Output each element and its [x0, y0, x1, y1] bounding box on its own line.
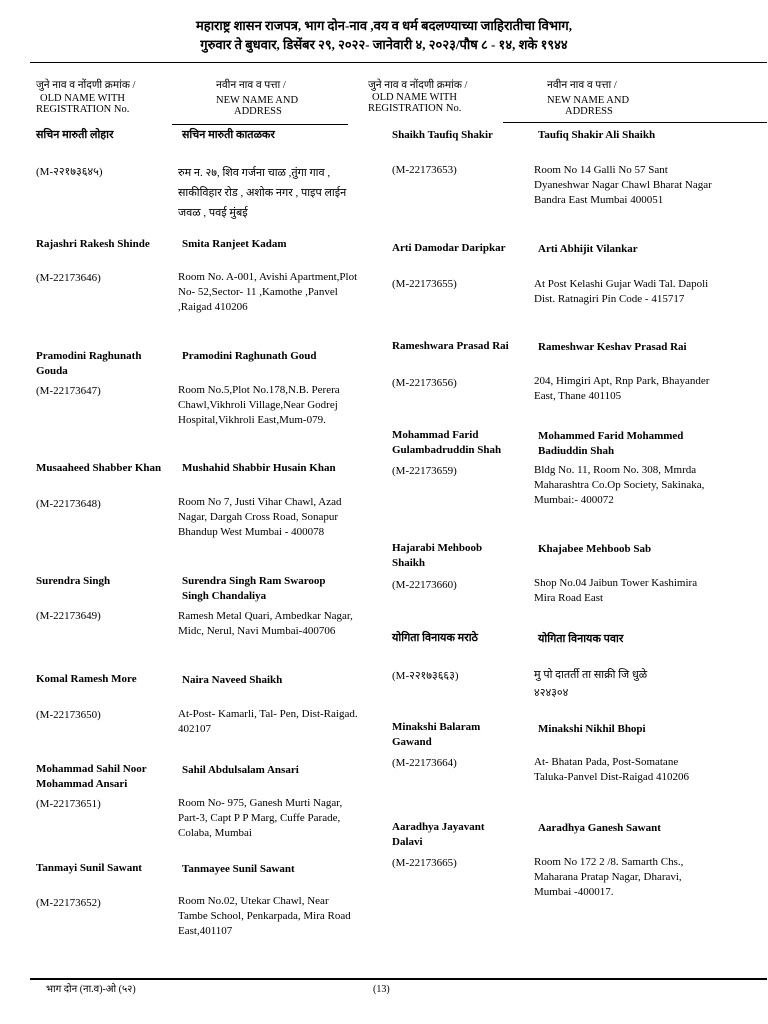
registration-number: (M-22173650) [36, 709, 101, 721]
registration-number: (M-22173647) [36, 385, 101, 397]
old-name: Mohammad Farid Gulambadruddin Shah [392, 429, 502, 456]
new-name: Arti Abhijit Vilankar [538, 243, 638, 255]
registration-number: (M-22173665) [392, 857, 457, 869]
new-name: Sahil Abdulsalam Ansari [182, 764, 299, 776]
registration-number: (M-22173660) [392, 579, 457, 591]
new-name: योगिता विनायक पवार [538, 633, 624, 645]
new-name: Rameshwar Keshav Prasad Rai [538, 341, 687, 353]
footer-rule [30, 978, 767, 980]
registration-number: (M-२२१७३६४५) [36, 166, 103, 178]
page-number: (13) [373, 984, 390, 995]
left-new-header-en2: ADDRESS [234, 106, 282, 117]
right-old-header-mr: जुने नाव व नोंदणी क्रमांक / [368, 80, 468, 91]
right-new-header-mr: नवीन नाव व पत्ता / [547, 80, 617, 91]
new-name: Khajabee Mehboob Sab [538, 543, 652, 555]
left-old-header-mr: जुने नाव व नोंदणी क्रमांक / [36, 80, 136, 91]
new-address: At Post Kelashi Gujar Wadi Tal. Dapoli Dist. Ratnagiri Pin Code - 415717 [534, 278, 709, 305]
old-name: योगिता विनायक मराठे [392, 632, 478, 644]
registration-number: (M-22173656) [392, 377, 457, 389]
new-name: Mohammed Farid Mohammed Badiuddin Shah [538, 430, 684, 457]
new-name: Tanmayee Sunil Sawant [182, 863, 295, 875]
left-new-header-en1: NEW NAME AND [216, 95, 299, 106]
footer-section-label: भाग दोन (ना.व)-ओ (५२) [46, 984, 136, 995]
new-name: Smita Ranjeet Kadam [182, 238, 287, 250]
new-address: Room No 14 Galli No 57 Sant Dyaneshwar Nagar Chawl Bharat Nagar Bandra East Mumbai 400051 [534, 164, 712, 206]
old-name: Mohammad Sahil Noor Mohammad Ansari [36, 763, 147, 790]
old-name: Minakshi Balaram Gawand [392, 721, 481, 748]
registration-number: (M-२२१७३६६३) [392, 670, 459, 682]
old-name: Aaradhya Jayavant Dalavi [392, 821, 485, 848]
new-address: Room No 172 2 /8. Samarth Chs., Maharana Pratap Nagar, Dharavi, Mumbai -400017. [534, 856, 684, 898]
old-name: Surendra Singh [36, 575, 111, 587]
new-address: मु पो दातर्ती ता साक्री जि धुळे ४२४३०४ [534, 669, 648, 699]
new-address: 204, Himgiri Apt, Rnp Park, Bhayander East, Thane 401105 [534, 375, 710, 402]
registration-number: (M-22173652) [36, 897, 101, 909]
old-name: Hajarabi Mehboob Shaikh [392, 542, 483, 569]
registration-number: (M-22173651) [36, 798, 101, 810]
right-old-header-en2: REGISTRATION No. [368, 103, 462, 114]
left-old-header-en2: REGISTRATION No. [36, 104, 130, 115]
new-name: Naira Naveed Shaikh [182, 674, 283, 686]
old-name: Shaikh Taufiq Shakir [392, 129, 493, 141]
new-address: At- Bhatan Pada, Post-Somatane Taluka-Panvel Dist-Raigad 410206 [534, 756, 690, 783]
right-new-header-en1: NEW NAME AND [547, 95, 630, 106]
new-address: Bldg No. 11, Room No. 308, Mmrda Maharashtra Co.Op Society, Sakinaka, Mumbai:- 400072 [534, 464, 705, 506]
registration-number: (M-22173655) [392, 278, 457, 290]
new-address: At-Post- Kamarli, Tal- Pen, Dist-Raigad. 402107 [178, 708, 358, 735]
left-old-header-en1: OLD NAME WITH [40, 93, 125, 104]
registration-number: (M-22173659) [392, 465, 457, 477]
new-address: Room No.5,Plot No.178,N.B. Perera Chawl,Vikhroli Village,Near Godrej Hospital,Vikhroli East,Mum-079. [178, 384, 340, 426]
old-name: Tanmayi Sunil Sawant [36, 862, 142, 874]
registration-number: (M-22173653) [392, 164, 457, 176]
new-name: सचिन मारुती कातळकर [182, 129, 275, 141]
new-address: Room No- 975, Ganesh Murti Nagar, Part-3, Capt P P Marg, Cuffe Parade, Colaba, Mumbai [178, 797, 343, 839]
right-header-rule [503, 122, 767, 123]
header-rule [30, 62, 767, 63]
gazette-title-line1: महाराष्ट्र शासन राजपत्र, भाग दोन-नाव ,वय व धर्म बदलण्याच्या जाहिरातीचा विभाग, [196, 18, 572, 33]
new-address: Ramesh Metal Quari, Ambedkar Nagar, Midc, Nerul, Navi Mumbai-400706 [178, 610, 353, 637]
new-address: Room No. A-001, Avishi Apartment,Plot No- 52,Sector- 11 ,Kamothe ,Panvel ,Raigad 410206 [178, 271, 358, 313]
old-name: Arti Damodar Daripkar [392, 242, 506, 254]
old-name: Komal Ramesh More [36, 673, 137, 685]
new-name: Pramodini Raghunath Goud [182, 350, 317, 362]
old-name: सचिन मारुती लोहार [36, 129, 114, 141]
new-address: Room No.02, Utekar Chawl, Near Tambe School, Penkarpada, Mira Road East,401107 [178, 895, 351, 937]
new-name: Surendra Singh Ram Swaroop Singh Chandaliya [182, 575, 326, 602]
registration-number: (M-22173646) [36, 272, 101, 284]
new-address: Shop No.04 Jaibun Tower Kashimira Mira Road East [534, 577, 698, 604]
left-new-header-mr: नवीन नाव व पत्ता / [216, 80, 286, 91]
new-address: रुम न. २७, शिव गर्जना चाळ ,तुंगा गाव , साकीविहार रोड , अशोक नगर , पाइप लाईन जवळ , पवई मुंबई [178, 167, 347, 219]
old-name: Rameshwara Prasad Rai [392, 340, 509, 352]
registration-number: (M-22173648) [36, 498, 101, 510]
old-name: Pramodini Raghunath Gouda [36, 350, 142, 377]
registration-number: (M-22173649) [36, 610, 101, 622]
gazette-title-line2: गुरुवार ते बुधवार, डिसेंबर २९, २०२२- जानेवारी ४, २०२३/पौष ८ - १४, शके १९४४ [200, 37, 568, 52]
new-name: Mushahid Shabbir Husain Khan [182, 462, 336, 474]
right-new-header-en2: ADDRESS [565, 106, 613, 117]
left-header-rule [172, 124, 348, 125]
new-name: Taufiq Shakir Ali Shaikh [538, 129, 656, 141]
new-name: Minakshi Nikhil Bhopi [538, 723, 646, 735]
right-old-header-en1: OLD NAME WITH [372, 92, 457, 103]
old-name: Rajashri Rakesh Shinde [36, 238, 150, 250]
registration-number: (M-22173664) [392, 757, 457, 769]
old-name: Musaaheed Shabber Khan [36, 462, 162, 474]
new-name: Aaradhya Ganesh Sawant [538, 822, 661, 834]
new-address: Room No 7, Justi Vihar Chawl, Azad Nagar, Dargah Cross Road, Sonapur Bhandup West Mumbai - 400078 [178, 496, 342, 538]
